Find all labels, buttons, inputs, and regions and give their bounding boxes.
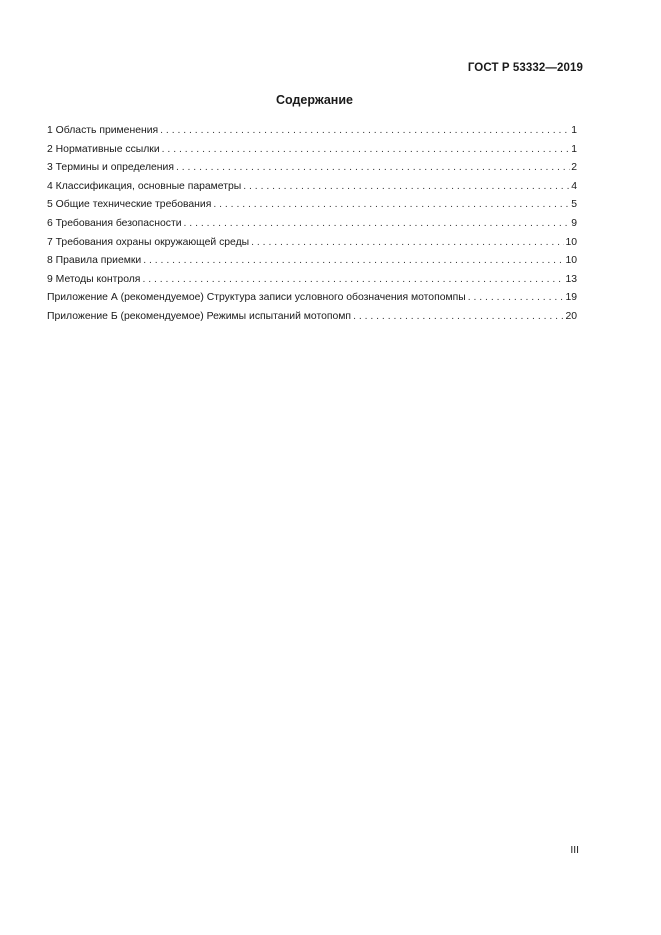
toc-entry-label: 4 Классификация, основные параметры [47, 180, 242, 192]
toc-leader-dots [143, 252, 564, 271]
toc-entry-label: Приложение Б (рекомендуемое) Режимы испытаний мотопомп [47, 310, 352, 322]
toc-entry-9[interactable] [47, 271, 577, 290]
toc-leader-dots [176, 159, 570, 178]
table-of-contents [47, 122, 577, 327]
toc-entry-label: 3 Термины и определения [47, 162, 174, 174]
toc-entry-page: 1 [571, 125, 577, 136]
toc-entry-page: 2 [571, 162, 577, 174]
toc-entry-appendix-b[interactable] [47, 308, 577, 327]
toc-entry-page: 20 [565, 310, 577, 322]
toc-entry-6[interactable] [47, 215, 577, 234]
toc-leader-dots [142, 271, 564, 290]
toc-entry-8[interactable] [47, 252, 577, 271]
toc-entry-label: 8 Правила приемки [47, 255, 142, 267]
toc-entry-1[interactable] [47, 122, 577, 141]
toc-leader-dots [213, 196, 570, 215]
toc-entry-page: 4 [571, 180, 577, 192]
toc-entry-5[interactable] [47, 196, 577, 215]
toc-leader-dots [251, 234, 564, 253]
toc-entry-appendix-a[interactable] [47, 289, 577, 308]
toc-leader-dots [353, 308, 564, 327]
page-number: III [570, 845, 579, 856]
toc-title: Содержание [275, 93, 353, 107]
toc-entry-label: 2 Нормативные ссылки [47, 143, 160, 155]
toc-entry-label: 1 Область применения [47, 125, 159, 136]
toc-entry-label: 5 Общие технические требования [47, 199, 212, 211]
toc-leader-dots [160, 122, 570, 141]
document-code: ГОСТ Р 53332—2019 [467, 62, 583, 74]
toc-entry-label: 9 Методы контроля [47, 273, 141, 285]
toc-leader-dots [184, 215, 571, 234]
toc-entry-page: 9 [571, 217, 577, 229]
toc-entry-page: 10 [565, 255, 577, 267]
toc-entry-label: 7 Требования охраны окружающей среды [47, 236, 250, 248]
toc-entry-7[interactable] [47, 234, 577, 253]
toc-entry-page: 13 [565, 273, 577, 285]
toc-entry-label: Приложение А (рекомендуемое) Структура записи условного обозначения мотопомпы [47, 292, 466, 304]
toc-entry-page: 19 [565, 292, 577, 304]
toc-entry-3[interactable] [47, 159, 577, 178]
toc-entry-4[interactable] [47, 178, 577, 197]
toc-entry-2[interactable] [47, 141, 577, 160]
toc-leader-dots [468, 289, 565, 308]
toc-leader-dots [243, 178, 570, 197]
toc-leader-dots [162, 141, 571, 160]
toc-entry-page: 5 [571, 199, 577, 211]
toc-entry-page: 10 [565, 236, 577, 248]
toc-entry-label: 6 Требования безопасности [47, 217, 182, 229]
toc-entry-page: 1 [571, 143, 577, 155]
